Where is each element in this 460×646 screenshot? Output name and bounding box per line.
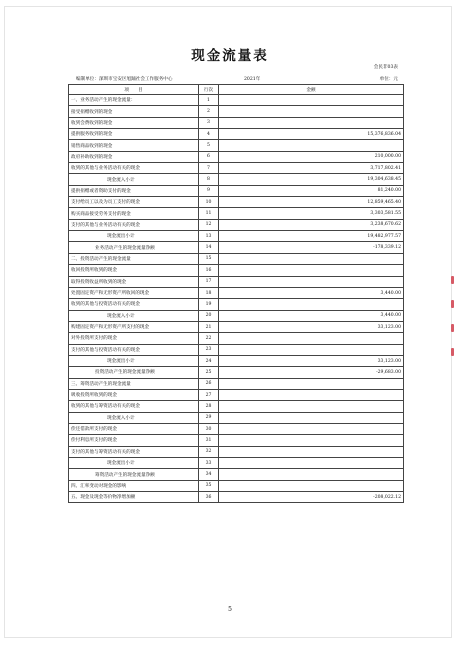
row-amount: 12,859,465.40 bbox=[219, 197, 404, 208]
table-row bbox=[69, 95, 404, 106]
reporting-unit: 编制单位：深圳市宝安区旭踊社会工作服务中心 bbox=[76, 77, 173, 82]
table-row bbox=[69, 208, 404, 219]
row-amount bbox=[219, 389, 404, 400]
row-line-number: 4 bbox=[199, 129, 219, 140]
row-line-number: 33 bbox=[199, 458, 219, 469]
row-item: 四、汇率变动对现金的影响 bbox=[69, 480, 199, 491]
row-item: 取得投资收益所收到的现金 bbox=[69, 276, 199, 287]
row-line-number: 16 bbox=[199, 265, 219, 276]
row-amount: 3,440.00 bbox=[219, 310, 404, 321]
row-item: 收到的其他与投资活动有关的现金 bbox=[69, 299, 199, 310]
row-line-number: 6 bbox=[199, 151, 219, 162]
row-amount bbox=[219, 265, 404, 276]
row-item: 现金流入小计 bbox=[69, 174, 199, 185]
row-amount: 210,000.00 bbox=[219, 151, 404, 162]
row-line-number: 11 bbox=[199, 208, 219, 219]
row-amount bbox=[219, 333, 404, 344]
row-line-number: 34 bbox=[199, 469, 219, 480]
table-row bbox=[69, 401, 404, 412]
row-line-number: 19 bbox=[199, 299, 219, 310]
row-line-number: 29 bbox=[199, 412, 219, 423]
row-line-number: 17 bbox=[199, 276, 219, 287]
row-amount bbox=[219, 480, 404, 491]
row-line-number: 25 bbox=[199, 367, 219, 378]
table-row bbox=[69, 344, 404, 355]
row-item: 业务活动产生的现金流量净额 bbox=[69, 242, 199, 253]
table-body bbox=[69, 95, 404, 503]
row-line-number: 14 bbox=[199, 242, 219, 253]
row-item: 接受捐赠收到的现金 bbox=[69, 106, 199, 117]
row-line-number: 30 bbox=[199, 423, 219, 434]
row-item: 支付的其他与筹资活动有关的现金 bbox=[69, 446, 199, 457]
row-line-number: 36 bbox=[199, 492, 219, 503]
row-line-number: 21 bbox=[199, 321, 219, 332]
row-amount: 3,717,802.41 bbox=[219, 163, 404, 174]
row-amount: 19,482,977.57 bbox=[219, 231, 404, 242]
table-row bbox=[69, 412, 404, 423]
table-row bbox=[69, 140, 404, 151]
row-line-number: 2 bbox=[199, 106, 219, 117]
row-amount: -208,022.12 bbox=[219, 492, 404, 503]
row-line-number: 28 bbox=[199, 401, 219, 412]
row-amount bbox=[219, 446, 404, 457]
report-year: 2021年 bbox=[244, 77, 261, 82]
row-item: 偿付利息所支付的现金 bbox=[69, 435, 199, 446]
row-item: 收到的其他与筹资活动有关的现金 bbox=[69, 401, 199, 412]
row-line-number: 35 bbox=[199, 480, 219, 491]
row-line-number: 3 bbox=[199, 117, 219, 128]
table-row bbox=[69, 378, 404, 389]
table-row bbox=[69, 242, 404, 253]
row-line-number: 32 bbox=[199, 446, 219, 457]
table-row bbox=[69, 185, 404, 196]
row-amount: 19,304,638.45 bbox=[219, 174, 404, 185]
row-amount: 33,123.00 bbox=[219, 321, 404, 332]
row-item: 现金流出小计 bbox=[69, 355, 199, 366]
row-line-number: 15 bbox=[199, 253, 219, 264]
row-item: 吸收投资所收到的现金 bbox=[69, 389, 199, 400]
table-row bbox=[69, 469, 404, 480]
page-number: 5 bbox=[228, 606, 232, 613]
row-item: 偿还借款所支付的现金 bbox=[69, 423, 199, 434]
table-row bbox=[69, 174, 404, 185]
cash-flow-table bbox=[68, 84, 404, 503]
table-row bbox=[69, 446, 404, 457]
row-item: 支付给员工以及为员工支付的现金 bbox=[69, 197, 199, 208]
row-amount bbox=[219, 423, 404, 434]
row-item: 一、业务活动产生的现金流量： bbox=[69, 95, 199, 106]
table-header-row bbox=[69, 85, 404, 95]
row-amount: 3,303,581.55 bbox=[219, 208, 404, 219]
table-row bbox=[69, 299, 404, 310]
row-line-number: 24 bbox=[199, 355, 219, 366]
row-item: 筹资活动产生的现金流量净额 bbox=[69, 469, 199, 480]
row-amount bbox=[219, 469, 404, 480]
row-item: 现金流入小计 bbox=[69, 412, 199, 423]
table-row bbox=[69, 287, 404, 298]
row-amount bbox=[219, 253, 404, 264]
row-amount bbox=[219, 435, 404, 446]
table-row bbox=[69, 231, 404, 242]
table-row bbox=[69, 492, 404, 503]
row-amount: -178,339.12 bbox=[219, 242, 404, 253]
table-row bbox=[69, 129, 404, 140]
header-line: 行次 bbox=[199, 85, 219, 95]
row-amount bbox=[219, 276, 404, 287]
table-row bbox=[69, 117, 404, 128]
row-amount bbox=[219, 458, 404, 469]
currency-unit: 单位：元 bbox=[379, 77, 398, 82]
row-item: 提供服务收到的现金 bbox=[69, 129, 199, 140]
row-amount: 33,123.00 bbox=[219, 355, 404, 366]
row-line-number: 20 bbox=[199, 310, 219, 321]
row-amount: 3,238,670.62 bbox=[219, 219, 404, 230]
row-item: 现金流出小计 bbox=[69, 231, 199, 242]
row-item: 支付的其他与投资活动有关的现金 bbox=[69, 344, 199, 355]
row-amount bbox=[219, 95, 404, 106]
row-item: 政府补助收到的现金 bbox=[69, 151, 199, 162]
margin-marks bbox=[451, 276, 455, 366]
row-line-number: 9 bbox=[199, 185, 219, 196]
row-item: 收到会费收到的现金 bbox=[69, 117, 199, 128]
row-amount bbox=[219, 299, 404, 310]
table-row bbox=[69, 333, 404, 344]
table-row bbox=[69, 458, 404, 469]
row-item: 销售商品收到的现金 bbox=[69, 140, 199, 151]
row-amount: 15,376,836.04 bbox=[219, 129, 404, 140]
table-row bbox=[69, 310, 404, 321]
row-amount bbox=[219, 140, 404, 151]
row-item: 处置固定资产和无形资产所收回的现金 bbox=[69, 287, 199, 298]
row-line-number: 12 bbox=[199, 219, 219, 230]
header-item: 项 目 bbox=[69, 85, 199, 95]
row-line-number: 18 bbox=[199, 287, 219, 298]
row-line-number: 22 bbox=[199, 333, 219, 344]
row-line-number: 1 bbox=[199, 95, 219, 106]
table-row bbox=[69, 197, 404, 208]
table-row bbox=[69, 423, 404, 434]
row-amount bbox=[219, 401, 404, 412]
header-amount: 金额 bbox=[219, 85, 404, 95]
row-line-number: 7 bbox=[199, 163, 219, 174]
row-amount bbox=[219, 412, 404, 423]
row-amount: 3,440.00 bbox=[219, 287, 404, 298]
row-item: 投资活动产生的现金流量净额 bbox=[69, 367, 199, 378]
row-item: 提供捐赠或者资助支付的现金 bbox=[69, 185, 199, 196]
table-row bbox=[69, 163, 404, 174]
table-row bbox=[69, 367, 404, 378]
row-line-number: 23 bbox=[199, 344, 219, 355]
row-line-number: 27 bbox=[199, 389, 219, 400]
row-item: 二、投资活动产生的现金流量 bbox=[69, 253, 199, 264]
row-line-number: 10 bbox=[199, 197, 219, 208]
row-amount bbox=[219, 378, 404, 389]
table-row bbox=[69, 389, 404, 400]
row-item: 收回投资所收到的现金 bbox=[69, 265, 199, 276]
row-item: 三、筹资活动产生的现金流量 bbox=[69, 378, 199, 389]
row-line-number: 31 bbox=[199, 435, 219, 446]
row-item: 五、现金及现金等价物净增加额 bbox=[69, 492, 199, 503]
row-item: 对外投资所支付的现金 bbox=[69, 333, 199, 344]
table-row bbox=[69, 276, 404, 287]
row-item: 购买商品接受劳务支付的现金 bbox=[69, 208, 199, 219]
row-amount bbox=[219, 344, 404, 355]
row-amount bbox=[219, 106, 404, 117]
table-row bbox=[69, 253, 404, 264]
row-item: 收到的其他与业务活动有关的现金 bbox=[69, 163, 199, 174]
page-title: 现金流量表 bbox=[191, 48, 269, 64]
table-row bbox=[69, 265, 404, 276]
table-row bbox=[69, 435, 404, 446]
row-line-number: 5 bbox=[199, 140, 219, 151]
table-row bbox=[69, 321, 404, 332]
table-row bbox=[69, 480, 404, 491]
row-amount: 81,240.00 bbox=[219, 185, 404, 196]
row-item: 支付的其他与业务活动有关的现金 bbox=[69, 219, 199, 230]
row-item: 现金流出小计 bbox=[69, 458, 199, 469]
table-row bbox=[69, 219, 404, 230]
row-line-number: 13 bbox=[199, 231, 219, 242]
row-item: 购建固定资产和无形资产所支付的现金 bbox=[69, 321, 199, 332]
form-code: 会民非03表 bbox=[373, 65, 398, 70]
row-amount bbox=[219, 117, 404, 128]
row-amount: -29,683.00 bbox=[219, 367, 404, 378]
table-row bbox=[69, 106, 404, 117]
table-row bbox=[69, 355, 404, 366]
row-item: 现金流入小计 bbox=[69, 310, 199, 321]
row-line-number: 8 bbox=[199, 174, 219, 185]
row-line-number: 26 bbox=[199, 378, 219, 389]
table-row bbox=[69, 151, 404, 162]
